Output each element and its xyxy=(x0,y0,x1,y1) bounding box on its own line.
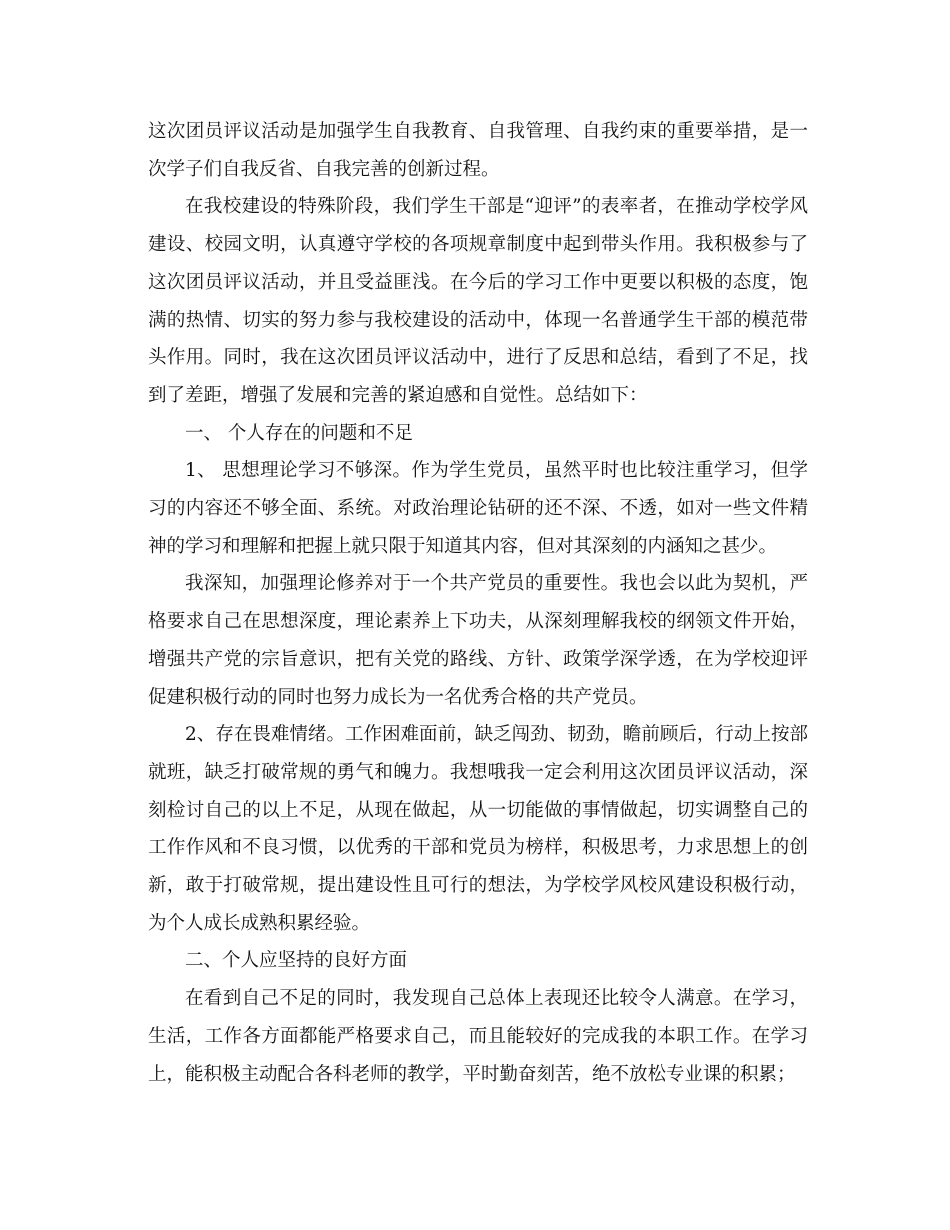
paragraph-problem-1: 1、 思想理论学习不够深。作为学生党员，虽然平时也比较注重学习，但学习的内容还不够全面、系统。对政治理论钻研的还不深、不透，如对一些文件精神的学习和理解和把握上就只限于知道其内容，但对其深刻的内涵知之甚少。 xyxy=(148,460,808,557)
paragraph-strengths: 在看到自己不足的同时，我发现自己总体上表现还比较令人满意。在学习，生活，工作各方面都能严格要求自己，而且能较好的完成我的本职工作。在学习上，能积极主动配合各科老师的教学，平时勤奋刻苦，绝不放松专业课的积累； xyxy=(148,988,808,1085)
paragraph-background: 在我校建设的特殊阶段，我们学生干部是“迎评”的表率者，在推动学校学风建设、校园文明，认真遵守学校的各项规章制度中起到带头作用。我积极参与了这次团员评议活动，并且受益匪浅。在今后的学习工作中更要以积极的态度，饱满的热情、切实的努力参与我校建设的活动中，体现一名普通学生干部的模范带头作用。同时，我在这次团员评议活动中，进行了反思和总结，看到了不足，找到了差距，增强了发展和完善的紧迫感和自觉性。总结如下： xyxy=(148,196,808,406)
document-body xyxy=(148,113,808,1093)
heading-problems: 一、 个人存在的问题和不足 xyxy=(185,422,413,444)
paragraph-theory: 我深知，加强理论修养对于一个共产党员的重要性。我也会以此为契机，严格要求自己在思想深度，理论素养上下功夫，从深刻理解我校的纲领文件开始，增强共产党的宗旨意识，把有关党的路线、方针、政策学深学透，在为学校迎评促建积极行动的同时也努力成长为一名优秀合格的共产党员。 xyxy=(148,573,808,708)
heading-strengths: 二、个人应坚持的良好方面 xyxy=(185,950,408,972)
paragraph-problem-2: 2、存在畏难情绪。工作困难面前，缺乏闯劲、韧劲，瞻前顾后，行动上按部就班，缺乏打破常规的勇气和魄力。我想哦我一定会利用这次团员评议活动，深刻检讨自己的以上不足，从现在做起，从一切能做的事情做起，切实调整自己的工作作风和不良习惯，以优秀的干部和党员为榜样，积极思考，力求思想上的创新，敢于打破常规，提出建设性且可行的想法，为学校学风校风建设积极行动，为个人成长成熟积累经验。 xyxy=(148,724,808,934)
paragraph-intro: 这次团员评议活动是加强学生自我教育、自我管理、自我约束的重要举措，是一次学子们自我反省、自我完善的创新过程。 xyxy=(148,121,808,180)
